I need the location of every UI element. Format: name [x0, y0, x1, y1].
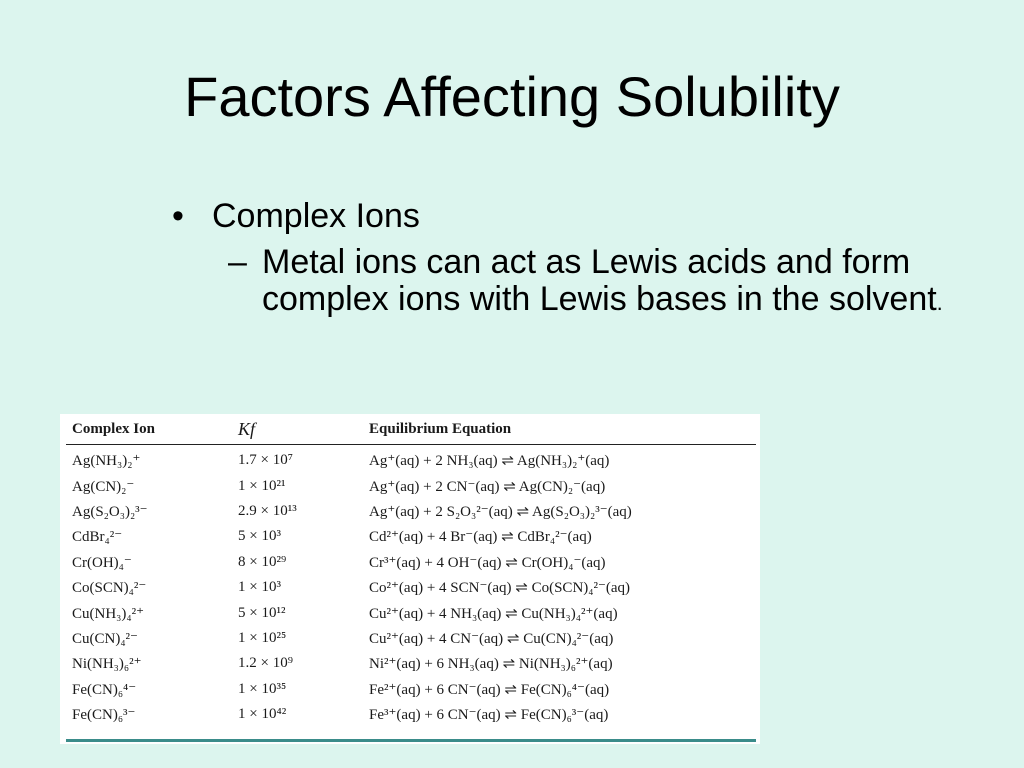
- cell-kf: 1.2 × 10⁹: [238, 655, 293, 672]
- cell-complex-ion: Cr(OH)₄⁻: [72, 554, 132, 571]
- sub-bullet-item-metal-ions: [172, 244, 952, 321]
- cell-kf: 1.7 × 10⁷: [238, 452, 293, 469]
- cell-equation: Cd²⁺(aq) + 4 Br⁻(aq) ⇌ CdBr₄²⁻(aq): [369, 529, 592, 546]
- cell-equation: Cr³⁺(aq) + 4 OH⁻(aq) ⇌ Cr(OH)₄⁻(aq): [369, 554, 606, 571]
- table-row: [66, 702, 756, 727]
- table-row: [66, 677, 756, 702]
- cell-complex-ion: Ag(NH₃)₂⁺: [72, 453, 141, 470]
- header-rule: [66, 444, 756, 445]
- cell-complex-ion: Ni(NH₃)₆²⁺: [72, 656, 142, 673]
- cell-complex-ion: CdBr₄²⁻: [72, 529, 123, 546]
- table-row: [66, 575, 756, 600]
- cell-complex-ion: Fe(CN)₆⁴⁻: [72, 681, 137, 698]
- cell-complex-ion: Co(SCN)₄²⁻: [72, 580, 147, 597]
- sub-bullet-period: .: [936, 290, 943, 315]
- table-row: [66, 444, 756, 473]
- table-row: [66, 626, 756, 651]
- bullet-text: Complex Ions: [212, 197, 420, 235]
- cell-complex-ion: Ag(CN)₂⁻: [72, 478, 135, 495]
- cell-equation: Ag⁺(aq) + 2 CN⁻(aq) ⇌ Ag(CN)₂⁻(aq): [369, 478, 606, 495]
- cell-kf: 1 × 10²⁵: [238, 629, 287, 646]
- bullet-item-complex-ions: [172, 196, 972, 236]
- slide-title: Factors Affecting Solubility: [184, 65, 840, 128]
- cell-equation: Ni²⁺(aq) + 6 NH₃(aq) ⇌ Ni(NH₃)₆²⁺(aq): [369, 656, 613, 673]
- table-body: [66, 444, 756, 727]
- bottom-rule: [66, 739, 756, 742]
- cell-kf: 8 × 10²⁹: [238, 553, 287, 570]
- cell-equation: Fe²⁺(aq) + 6 CN⁻(aq) ⇌ Fe(CN)₆⁴⁻(aq): [369, 681, 610, 698]
- cell-complex-ion: Fe(CN)₆³⁻: [72, 707, 136, 724]
- sub-bullet-marker: –: [228, 243, 247, 281]
- table-row: [66, 550, 756, 575]
- cell-equation: Fe³⁺(aq) + 6 CN⁻(aq) ⇌ Fe(CN)₆³⁻(aq): [369, 707, 609, 724]
- bullet-marker: •: [172, 197, 184, 235]
- sub-bullet-text: Metal ions can act as Lewis acids and form complex ions with Lewis bases in the solvent: [262, 243, 937, 318]
- table-row: [66, 651, 756, 676]
- cell-kf: 5 × 10³: [238, 528, 281, 545]
- header-complex-ion: Complex Ion: [72, 420, 155, 437]
- cell-kf: 1 × 10²¹: [238, 477, 286, 494]
- cell-kf: 1 × 10³: [238, 579, 281, 596]
- table-row: [66, 524, 756, 549]
- header-equilibrium-equation: Equilibrium Equation: [369, 420, 512, 437]
- cell-equation: Ag⁺(aq) + 2 NH₃(aq) ⇌ Ag(NH₃)₂⁺(aq): [369, 453, 610, 470]
- cell-equation: Cu²⁺(aq) + 4 CN⁻(aq) ⇌ Cu(CN)₄²⁻(aq): [369, 630, 614, 647]
- table-grid: [66, 414, 756, 727]
- cell-equation: Cu²⁺(aq) + 4 NH₃(aq) ⇌ Cu(NH₃)₄²⁺(aq): [369, 605, 618, 622]
- cell-kf: 1 × 10³⁵: [238, 680, 287, 697]
- cell-kf: 5 × 10¹²: [238, 604, 286, 621]
- table-row: [66, 600, 756, 625]
- cell-complex-ion: Cu(CN)₄²⁻: [72, 630, 138, 647]
- bullet-list: [172, 196, 972, 321]
- cell-kf: 2.9 × 10¹³: [238, 502, 297, 519]
- table-row: [66, 473, 756, 498]
- cell-equation: Co²⁺(aq) + 4 SCN⁻(aq) ⇌ Co(SCN)₄²⁻(aq): [369, 580, 631, 597]
- cell-kf: 1 × 10⁴²: [238, 706, 287, 723]
- cell-complex-ion: Cu(NH₃)₄²⁺: [72, 605, 145, 622]
- table-row: [66, 499, 756, 524]
- cell-complex-ion: Ag(S₂O₃)₂³⁻: [72, 503, 148, 520]
- cell-equation: Ag⁺(aq) + 2 S₂O₃²⁻(aq) ⇌ Ag(S₂O₃)₂³⁻(aq): [369, 503, 632, 520]
- header-kf: Kf: [238, 418, 256, 439]
- formation-constants-table: [60, 414, 760, 744]
- table-header-row: [66, 414, 756, 444]
